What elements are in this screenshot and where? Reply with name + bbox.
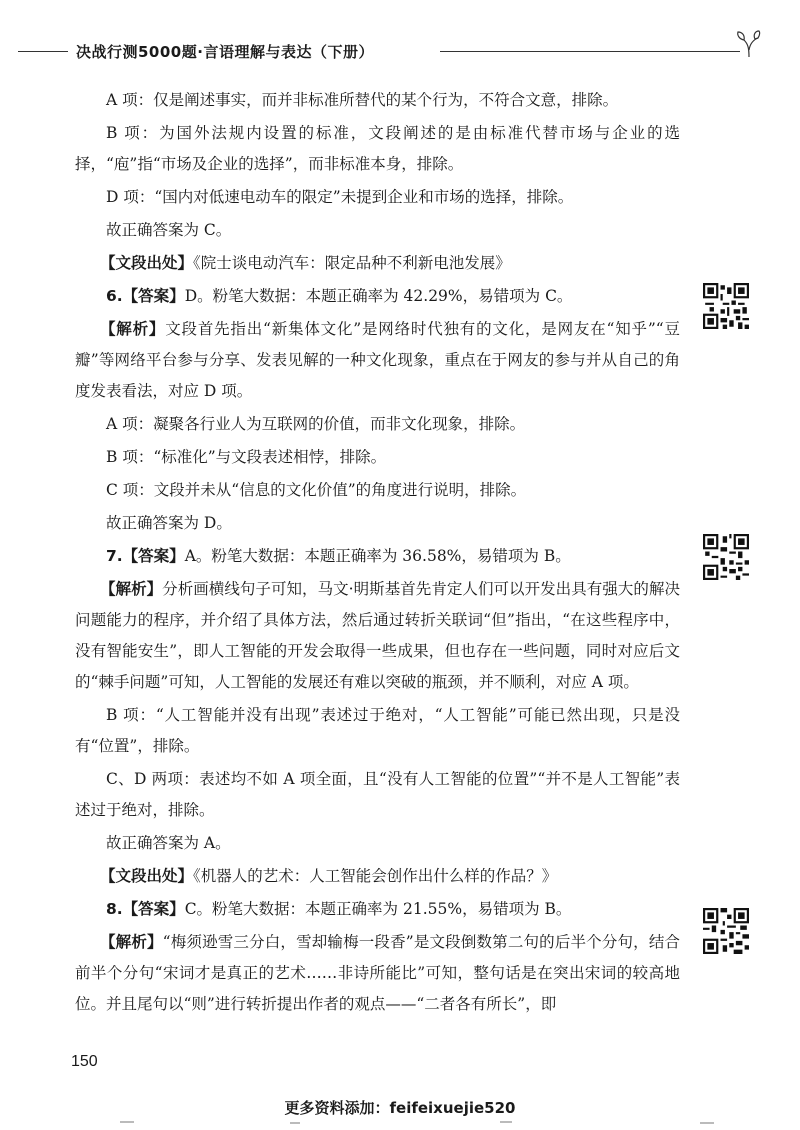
source-line: 【文段出处】《院士谈电动汽车：限定品种不利新电池发展》 xyxy=(100,254,511,272)
paragraph: B 项：为国外法规内设置的标准，文段阐述的是由标准代替市场与企业的选择，“庖”指“市场及企业的选择”，而非标准本身，排除。 xyxy=(75,124,680,173)
header-title: 决战行测5000题·言语理解与表达（下册） xyxy=(76,43,374,61)
paragraph: 故正确答案为 D。 xyxy=(106,514,232,532)
header-rule-left xyxy=(18,51,68,52)
paragraph: A 项：仅是阐述事实，而并非标准所替代的某个行为，不符合文意，排除。 xyxy=(106,91,619,109)
paragraph: C、D 两项：表述均不如 A 项全面，且“没有人工智能的位置”“并不是人工智能”表述过于绝对，排除。 xyxy=(75,770,680,819)
scan-specks xyxy=(0,1118,800,1128)
running-header xyxy=(0,28,800,68)
source-line: 【文段出处】《机器人的艺术：人工智能会创作出什么样的作品？》 xyxy=(100,867,558,885)
paragraph: 故正确答案为 A。 xyxy=(106,834,231,852)
paragraph: B 项：“标准化”与文段表述相悖，排除。 xyxy=(106,448,387,466)
analysis-paragraph: 【解析】分析画横线句子可知，马文·明斯基首先肯定人们可以开发出具有强大的解决问题能力的程序，并介绍了具体方法，然后通过转折关联词“但”指出，“在这些程序中，没有智能安生”，即人工智能的开发会取得一些成果，但也存在一些问题，同时对应后文的“棘手问题”可知，人工智能的发展还有难以突破的瓶颈，并不顺利，对应 A 项。 xyxy=(75,580,680,691)
paragraph: D 项：“国内对低速电动车的限定”未提到企业和市场的选择，排除。 xyxy=(106,188,574,206)
sprout-icon xyxy=(736,30,762,58)
qr-icon[interactable] xyxy=(703,908,749,954)
paragraph: 故正确答案为 C。 xyxy=(106,221,232,239)
qr-icon[interactable] xyxy=(703,283,749,329)
answer-line: 8.【答案】C。粉笔大数据：本题正确率为 21.55%，易错项为 B。 xyxy=(106,900,572,918)
answer-line: 6.【答案】D。粉笔大数据：本题正确率为 42.29%，易错项为 C。 xyxy=(106,287,573,305)
analysis-paragraph: 【解析】“梅须逊雪三分白，雪却输梅一段香”是文段倒数第二句的后半个分句，结合前半个分句“宋词才是真正的艺术……非诗所能比”可知，整句话是在突出宋词的较高地位。并且尾句以“则”进行转折提出作者的观点——“二者各有所长”，即 xyxy=(75,933,680,1013)
answer-line: 7.【答案】A。粉笔大数据：本题正确率为 36.58%，易错项为 B。 xyxy=(106,547,571,565)
page-number: 150 xyxy=(71,1053,98,1070)
paragraph: A 项：凝聚各行业人为互联网的价值，而非文化现象，排除。 xyxy=(106,415,526,433)
paragraph: C 项：文段并未从“信息的文化价值”的角度进行说明，排除。 xyxy=(106,481,527,499)
page-body xyxy=(75,85,680,1022)
paragraph: B 项：“人工智能并没有出现”表述过于绝对，“人工智能”可能已然出现，只是没有“位置”，排除。 xyxy=(75,706,680,755)
analysis-paragraph: 【解析】文段首先指出“新集体文化”是网络时代独有的文化，是网友在“知乎”“豆瓣”等网络平台参与分享、发表见解的一种文化现象，重点在于网友的参与并从自己的角度发表看法，对应 D 项。 xyxy=(75,320,680,400)
header-rule-right xyxy=(440,51,740,52)
qr-icon[interactable] xyxy=(703,534,749,580)
footer-note: 更多资料添加：feifeixuejie520 xyxy=(284,1099,516,1117)
